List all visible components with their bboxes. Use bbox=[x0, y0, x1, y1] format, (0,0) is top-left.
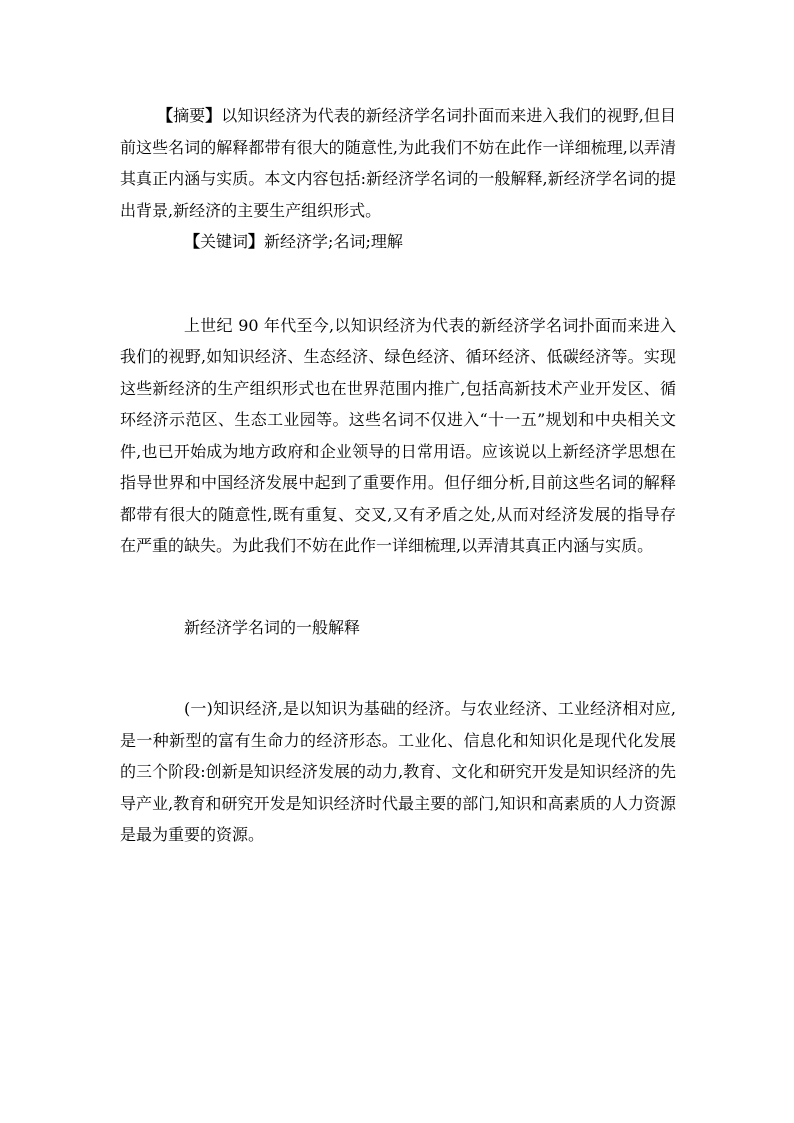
abstract-paragraph bbox=[120, 100, 676, 226]
abstract-text: 以知识经济为代表的新经济学名词扑面而来进入我们的视野,但目前这些名词的解释都带有很大的随意性,为此我们不妨在此作一详细梳理,以弄清其真正内涵与实质。本文内容包括:新经济学名词的一般解释,新经济学名词的提出背景,新经济的主要生产组织形式。 bbox=[120, 106, 676, 220]
knowledge-economy-paragraph: (一)知识经济,是以知识为基础的经济。与农业经济、工业经济相对应,是一种新型的富有生命力的经济形态。工业化、信息化和知识化是现代化发展的三个阶段:创新是知识经济发展的动力,教育、文化和研究开发是知识经济的先导产业,教育和研究开发是知识经济时代最主要的部门,知识和高素质的人力资源是最为重要的资源。 bbox=[120, 699, 676, 844]
keywords-close-bracket: 】 bbox=[248, 232, 265, 251]
keywords-open-bracket: 【 bbox=[184, 232, 201, 251]
section-heading: 新经济学名词的一般解释 bbox=[184, 617, 361, 637]
spacer bbox=[120, 258, 676, 310]
spacer bbox=[120, 562, 676, 612]
spacer bbox=[120, 643, 676, 693]
keywords-label: 关键词 bbox=[200, 232, 249, 251]
document-page bbox=[120, 100, 676, 851]
keywords-text: 新经济学;名词;理解 bbox=[264, 232, 403, 251]
abstract-close-bracket: 】 bbox=[205, 106, 222, 125]
intro-paragraph: 上世纪 90 年代至今,以知识经济为代表的新经济学名词扑面而来进入我们的视野,如知识经济、生态经济、绿色经济、循环经济、低碳经济等。实现这些新经济的生产组织形式也在世界范围内推广,包括高新技术产业开发区、循环经济示范区、生态工业园等。这些名词不仅进入“十一五”规划和中央相关文件,也已开始成为地方政府和企业领导的日常用语。应该说以上新经济学思想在指导世界和中国经济发展中起到了重要作用。但仔细分析,目前这些名词的解释都带有很大的随意性,既有重复、交叉,又有矛盾之处,从而对经济发展的指导存在严重的缺失。为此我们不妨在此作一详细梳理,以弄清其真正内涵与实质。 bbox=[120, 315, 676, 555]
abstract-label: 摘要 bbox=[173, 106, 206, 125]
abstract-open-bracket: 【 bbox=[157, 106, 174, 125]
keywords-paragraph bbox=[120, 226, 676, 258]
